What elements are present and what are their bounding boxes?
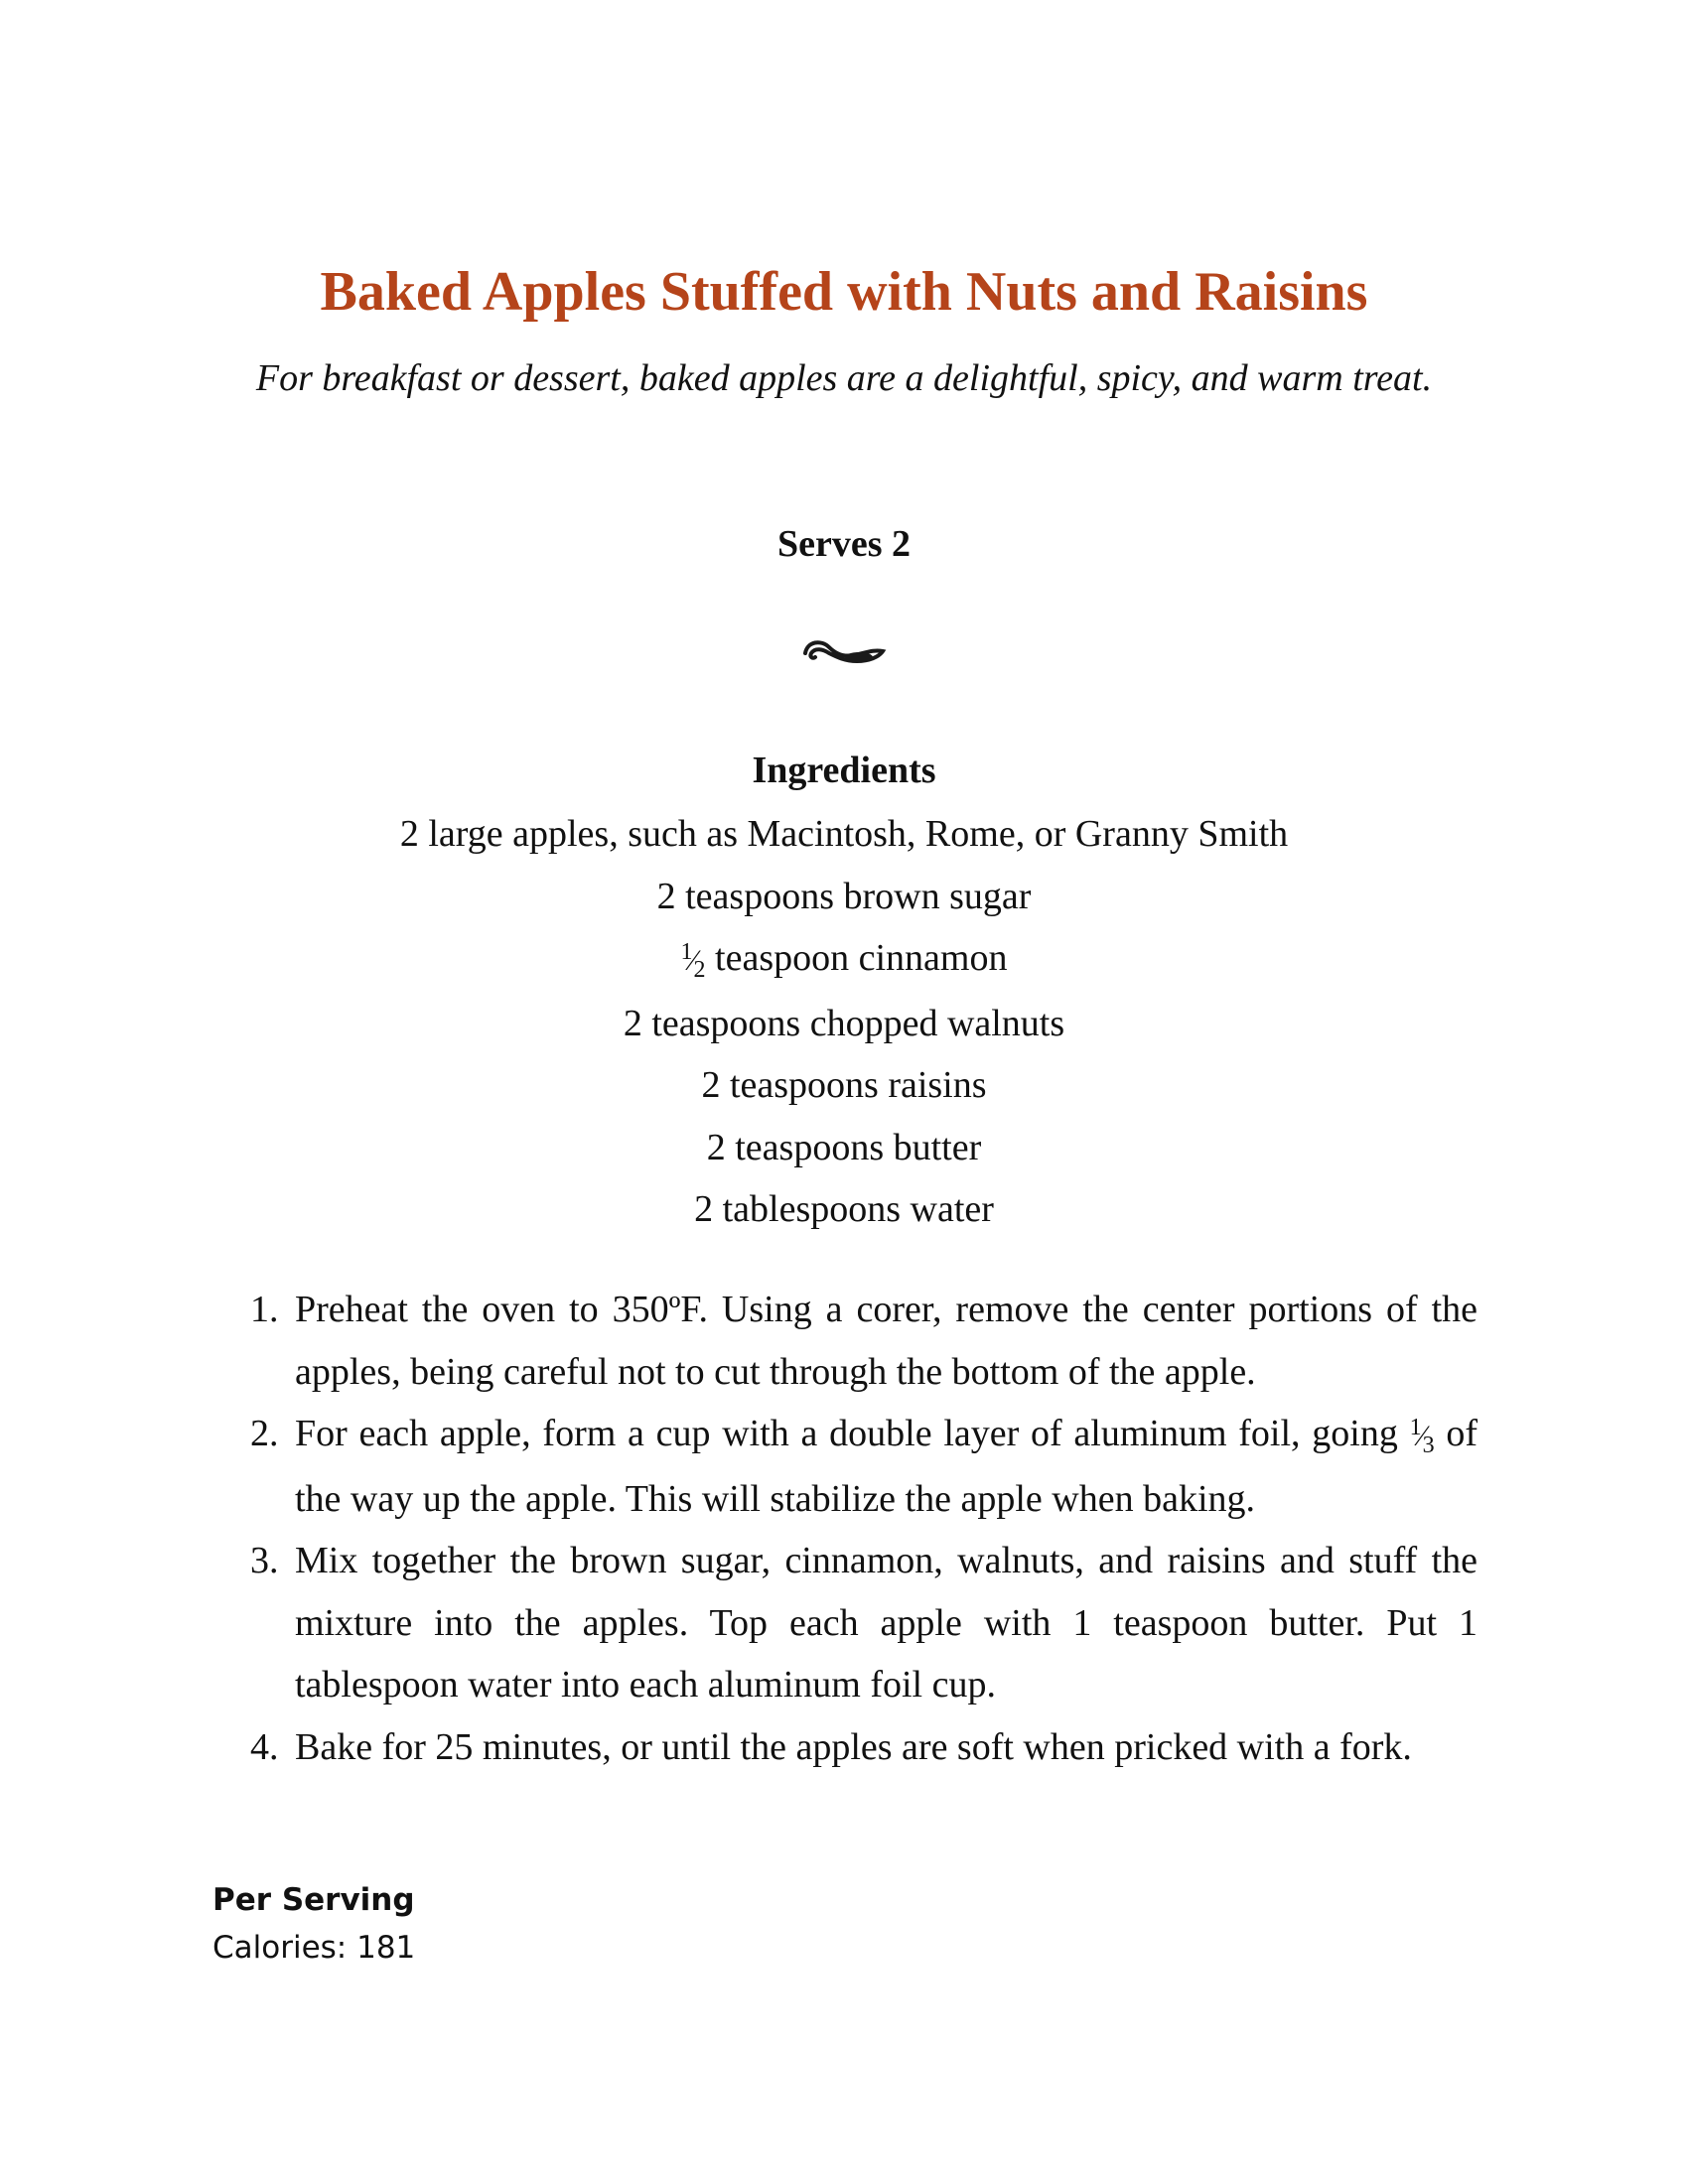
step-number: 1. — [250, 1289, 279, 1330]
step-text: of the way up the apple. This will stabilize the apple when baking. — [295, 1413, 1477, 1520]
instruction-step — [250, 1716, 1477, 1779]
fraction-third: $^1⁄_3$ — [1409, 1415, 1433, 1458]
recipe-subtitle: For breakfast or dessert, baked apples are a delightful, spicy, and warm treat. — [255, 357, 1433, 399]
instruction-step — [250, 1403, 1477, 1530]
fraction-half: $^1⁄_2$ — [680, 939, 704, 983]
nutrition-heading: Per Serving — [212, 1882, 415, 1918]
step-number: 4. — [250, 1725, 279, 1768]
ingredients-heading: Ingredients — [752, 750, 936, 791]
nutrition-info — [212, 1876, 415, 1972]
list-item: 2 tablespoons water — [694, 1188, 994, 1230]
list-item: 2 teaspoons raisins — [701, 1064, 987, 1106]
step-text: Mix together the brown sugar, cinnamon, walnuts, and raisins and stuff the mixture into the apples. Top each apple with 1 teaspoon butter. Put 1 tablespoon water into each aluminum foil cup. — [295, 1540, 1477, 1706]
instructions-list — [250, 1279, 1477, 1778]
list-item: 2 large apples, such as Macintosh, Rome, or Granny Smith — [399, 813, 1289, 855]
step-text: Bake for 25 minutes, or until the apples are soft when pricked with a fork. — [295, 1725, 1412, 1768]
step-text: For each apple, form a cup with a double layer of aluminum foil, going — [295, 1413, 1398, 1454]
serves-count: Serves 2 — [776, 523, 912, 565]
ingredients-list — [0, 803, 1688, 1241]
list-item: 2 teaspoons chopped walnuts — [623, 1002, 1065, 1044]
list-item: 2 teaspoons butter — [706, 1126, 982, 1168]
step-text: Preheat the oven to 350ºF. Using a corer, remove the center portions of the apples, being careful not to cut through the bottom of the apple. — [295, 1289, 1477, 1393]
flourish-icon — [799, 627, 889, 671]
calories-value: Calories: 181 — [212, 1930, 416, 1966]
step-number: 3. — [250, 1540, 279, 1581]
instruction-step — [250, 1530, 1477, 1716]
step-number: 2. — [250, 1413, 279, 1454]
recipe-title: Baked Apples Stuffed with Nuts and Raisins — [320, 261, 1368, 323]
list-item: 2 teaspoons brown sugar — [656, 875, 1032, 917]
list-item: $^1⁄_2$ teaspoon cinnamon — [0, 927, 1688, 993]
instruction-step — [250, 1279, 1477, 1403]
